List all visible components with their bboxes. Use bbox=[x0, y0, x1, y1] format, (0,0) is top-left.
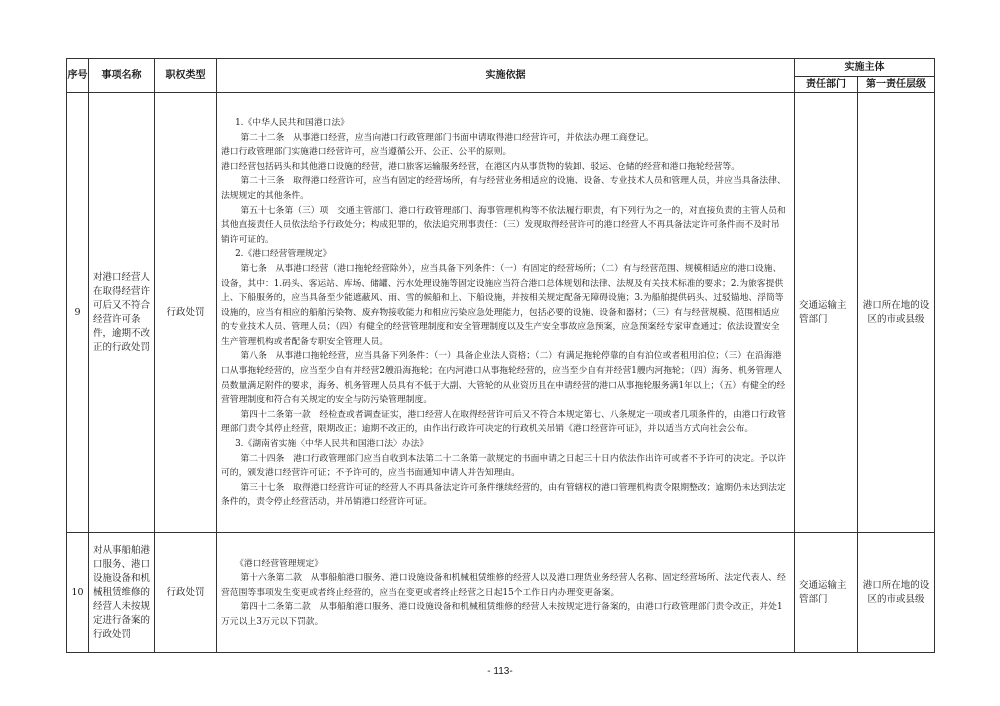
basis-line: 《港口经营管理规定》 bbox=[235, 558, 324, 569]
row-name: 对港口经营人在取得经营许可后又不符合经营许可条件，逾期不改正的行政处罚 bbox=[89, 93, 155, 533]
basis-line: 港口行政管理部门实施港口经营许可，应当遵循公开、公正、公平的原则。 bbox=[221, 147, 512, 158]
basis-line: 港口经营包括码头和其他港口设施的经营，港口旅客运输服务经营，在港区内从事货物的装卸、驳运、仓储的经营和港口拖轮经营等。 bbox=[221, 161, 741, 172]
matters-table bbox=[66, 58, 935, 653]
basis-line: 第四十二条第二款 从事船舶港口服务、港口设施设备和机械租赁维修的经营人未按规定进行备案的，由港口行政管理部门责令改正，并处1万元以上3万元以下罚款。 bbox=[221, 602, 783, 627]
row-dept: 交通运输主管部门 bbox=[795, 93, 858, 533]
row-level: 港口所在地的设区的市或县级 bbox=[858, 533, 935, 653]
basis-line: 第四十二条第一款 经检查或者调查证实，港口经营人在取得经营许可后又不符合本规定第七、八条规定一项或者几项条件的，由港口行政管理部门责令其停止经营，限期改正；逾期不改正的，由作出行政许可决定的行政机关吊销《港口经营许可证》，并以适当方式向社会公布。 bbox=[221, 409, 786, 435]
basis-line: 第三十七条 取得港口经营许可证的经营人不再具备法定许可条件继续经营的，由有管辖权的港口管理机构责令限期整改；逾期仍未达到法定条件的，责令停止经营活动，并吊销港口经营许可证。 bbox=[221, 482, 786, 508]
header-subject: 实施主体 bbox=[795, 59, 935, 77]
header-row-1 bbox=[67, 59, 935, 77]
header-power-type: 职权类型 bbox=[155, 59, 217, 93]
basis-line: 第八条 从事港口拖轮经营，应当具备下列条件：（一）具备企业法人资格；（二）有满足拖轮停靠的自有泊位或者租用泊位；（三）在沿海港口从事拖轮经营的，应当至少自有并经营2艘沿海拖轮；在内河港口从事拖轮经营的，应当至少自有并经营1艘内河拖轮；（四）海务、机务管理人员数量满足附件的要求，海务、机务管理人员具有不低于大副、大管轮的从业资历且在申请经营的港口从事拖轮服务满1年以上；（五）有健全的经营管理制度和符合有关规定的安全与防污染管理制度。 bbox=[221, 351, 786, 406]
header-level: 第一责任层级 bbox=[858, 77, 935, 93]
row-name: 对从事船舶港口服务、港口设施设备和机械租赁维修的经营人未按规定进行备案的行政处罚 bbox=[89, 533, 155, 653]
row-basis bbox=[217, 533, 795, 653]
basis-line: 2.《港口经营管理规定》 bbox=[235, 249, 332, 260]
basis-line: 第二十二条 从事港口经营，应当向港口行政管理部门书面申请取得港口经营许可，并依法办理工商登记。 bbox=[240, 132, 654, 143]
header-name: 事项名称 bbox=[89, 59, 155, 93]
basis-line: 第十六条第二款 从事船舶港口服务、港口设施设备和机械租赁维修的经营人以及港口理货业务经营人名称、固定经营场所、法定代表人、经营范围等事项发生变更或者终止经营的，应当在变更或者终止经营之日起15个工作日内办理变更备案。 bbox=[221, 573, 786, 598]
basis-line: 3.《湖南省实施〈中华人民共和国港口法〉办法》 bbox=[235, 439, 429, 450]
basis-line: 第七条 从事港口经营（港口拖轮经营除外），应当具备下列条件：（一）有固定的经营场所；（二）有与经营范围、规模相适应的港口设施、设备，其中：1.码头、客运站、库场、储罐、污水处理设施等固定设施应当符合港口总体规划和法律、法规及有关技术标准的要求；2.为旅客提供上、下船服务的，应当具备至少能遮蔽风、雨、雪的候船和上、下船设施，并按相关规定配备无障碍设施；3.为船舶提供码头、过驳锚地、浮筒等设施的，应当有相应的船舶污染物、废弃物接收能力和相应污染应急处理能力，包括必要的设施、设备和器材；（三）有与经营规模、范围相适应的专业技术人员、管理人员；（四）有健全的经营管理制度和安全管理制度以及生产安全事故应急预案，应急预案经专家审查通过；依法设置安全生产管理机构或者配备专职安全管理人员。 bbox=[221, 263, 784, 347]
header-dept: 责任部门 bbox=[795, 77, 858, 93]
header-seq: 序号 bbox=[67, 59, 89, 93]
row-seq: 9 bbox=[67, 93, 89, 533]
row-power-type: 行政处罚 bbox=[155, 93, 217, 533]
row-basis bbox=[217, 93, 795, 533]
row-dept: 交通运输主管部门 bbox=[795, 533, 858, 653]
row-level: 港口所在地的设区的市或县级 bbox=[858, 93, 935, 533]
basis-line: 第二十三条 取得港口经营许可，应当有固定的经营场所，有与经营业务相适应的设施、设备、专业技术人员和管理人员，并应当具备法律、法规规定的其他条件。 bbox=[221, 176, 786, 201]
basis-line: 第五十七条第（三）项 交通主管部门、港口行政管理部门、海事管理机构等不依法履行职责，有下列行为之一的，对直接负责的主管人员和其他直接责任人员依法给予行政处分；构成犯罪的，依法追究刑事责任：（三）发现取得经营许可的港口经营人不再具备法定许可条件而不及时吊销许可证的。 bbox=[221, 205, 786, 245]
basis-line: 1.《中华人民共和国港口法》 bbox=[235, 117, 350, 128]
header-basis: 实施依据 bbox=[217, 59, 795, 93]
table-row bbox=[67, 533, 935, 653]
basis-line: 第二十四条 港口行政管理部门应当自收到本法第二十二条第一款规定的书面申请之日起三十日内依法作出许可或者不予许可的决定。予以许可的，颁发港口经营许可证；不予许可的，应当书面通知申请人并告知理由。 bbox=[221, 453, 786, 479]
row-power-type: 行政处罚 bbox=[155, 533, 217, 653]
page-number: - 113- bbox=[487, 666, 513, 677]
table-row bbox=[67, 93, 935, 533]
row-seq: 10 bbox=[67, 533, 89, 653]
